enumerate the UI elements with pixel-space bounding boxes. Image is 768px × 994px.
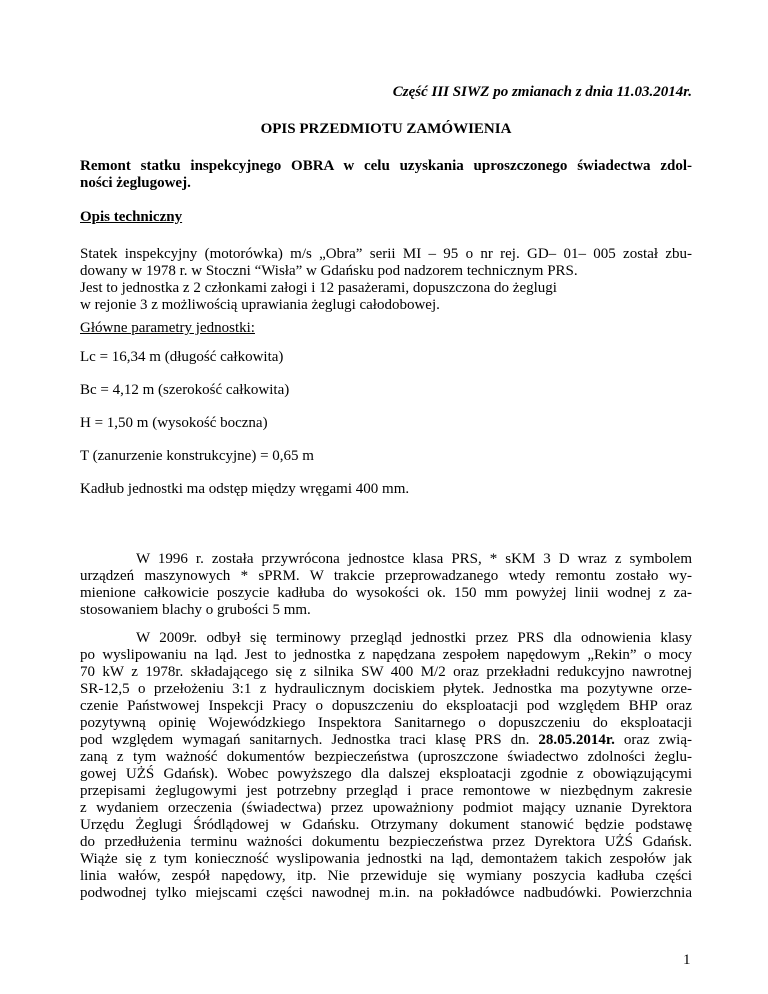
param-length: Lc = 16,34 m (długość całkowita) [80,349,284,365]
tech-heading: Opis techniczny [80,209,183,225]
params-heading: Główne parametry jednostki: [80,320,255,336]
intro-line-2: dowany w 1978 r. w Stoczni “Wisła” w Gdańsku pod nadzorem technicznym PRS. [80,263,578,279]
class-expiry-date: 28.05.2014r. [538,732,615,748]
header-note: Część III SIWZ po zmianach z dnia 11.03.2014r. [392,84,692,100]
intro-line-3: Jest to jednostka z 2 członkami załogi i 12 pasażerami, dopuszczona do żeglugi [80,280,557,296]
para-2009-line-9: gowej UŻŚ Gdańsk). Wobec powyższego dla dalszej eksploatacji zgodnie z obowiązującymi [80,766,692,782]
para-2009-line-1: W 2009r. odbył się terminowy przegląd jednostki przez PRS dla odnowienia klasy [136,630,692,646]
para-1996-line-2: urządzeń maszynowych * sPRM. W trakcie przeprowadzanego wtedy remontu zostało wy- [80,568,692,584]
para-2009-line-8: zaną z tym ważność dokumentów bezpieczeństwa (uproszczone świadectwo zdolności żeglu- [80,749,692,765]
para-2009-line-11: z wydaniem orzeczenia (świadectwa) przez upoważniony podmiot mający uznanie Dyrektora [80,800,692,816]
para-2009-line-7 [80,731,692,749]
para-2009-line-4: SR-12,5 o przełożeniu 3:1 z hydraulicznym dociskiem płytek. Jednostka ma pozytywne orze- [80,681,692,697]
subject-line-1: Remont statku inspekcyjnego OBRA w celu uzyskania uproszczonego świadectwa zdol- [80,158,692,174]
para-1996-line-1: W 1996 r. została przywrócona jednostce klasa PRS, * sKM 3 D wraz z symbolem [136,551,692,567]
para-2009-line-5: czenie Państwowej Inspekcji Pracy o dopuszczeniu do eksploatacji pod względem BHP oraz [80,698,692,714]
param-draft: T (zanurzenie konstrukcyjne) = 0,65 m [80,448,314,464]
para-2009-line-2: po wyslipowaniu na ląd. Jest to jednostka z napędzana zespołem napędowym „Rekin” o mocy [80,647,692,663]
para-2009-line-3: 70 kW z 1978r. składającego się z silnika SW 400 M/2 oraz przekładni redukcyjno nawrotnej [80,664,692,680]
para-2009-line-15: linia wałów, zespół napędowy, itp. Nie przewiduje się wymiany poszycia kadłuba części [80,868,692,884]
page-number: 1 [683,952,691,968]
subject-line-2: ności żeglugowej. [80,175,191,191]
param-height: H = 1,50 m (wysokość boczna) [80,415,268,431]
para-1996-line-4: stosowaniem blachy o grubości 5 mm. [80,602,311,618]
para-2009-line-12: Urzędu Żeglugi Śródlądowej w Gdańsku. Otrzymany dokument stanowić będzie podstawę [80,817,692,833]
para-2009-line-6: pozytywną opinię Wojewódzkiego Inspektora Sanitarnego o dopuszczeniu do eksploatacji [80,715,692,731]
intro-line-1: Statek inspekcyjny (motorówka) m/s „Obra” serii MI – 95 o nr rej. GD– 01– 005 został zbu- [80,246,692,262]
para-1996-line-3: mienione całkowicie poszycie kadłuba do wysokości ok. 150 mm powyżej linii wodnej z za- [80,585,692,601]
para-2009-line-10: przepisami żeglugowymi jest potrzebny przegląd i prace remontowe w niezbędnym zakresie [80,783,692,799]
intro-line-4: w rejonie 3 z możliwością uprawiania żeglugi całodobowej. [80,297,440,313]
para-2009-line-13: do przedłużenia terminu ważności dokumentu bezpieczeństwa przez Dyrektora UŻŚ Gdańsk. [80,834,692,850]
para-2009-line-14: Wiąże się z tym konieczność wyslipowania jednostki na ląd, demontażem takich zespołów jak [80,851,692,867]
param-width: Bc = 4,12 m (szerokość całkowita) [80,382,290,398]
document-title: OPIS PRZEDMIOTU ZAMÓWIENIA [260,121,512,137]
param-frame-spacing: Kadłub jednostki ma odstęp między wręgami 400 mm. [80,481,410,497]
para-2009-line-16: podwodnej tylko miejscami części nawodnej m.in. na pokładówce nadbudówki. Powierzchnia [80,885,692,901]
line-7-text-before: pod względem wymagań sanitarnych. Jednostka traci klasę PRS dn. [80,732,539,748]
line-7-text-after: oraz zwią- [614,732,692,748]
